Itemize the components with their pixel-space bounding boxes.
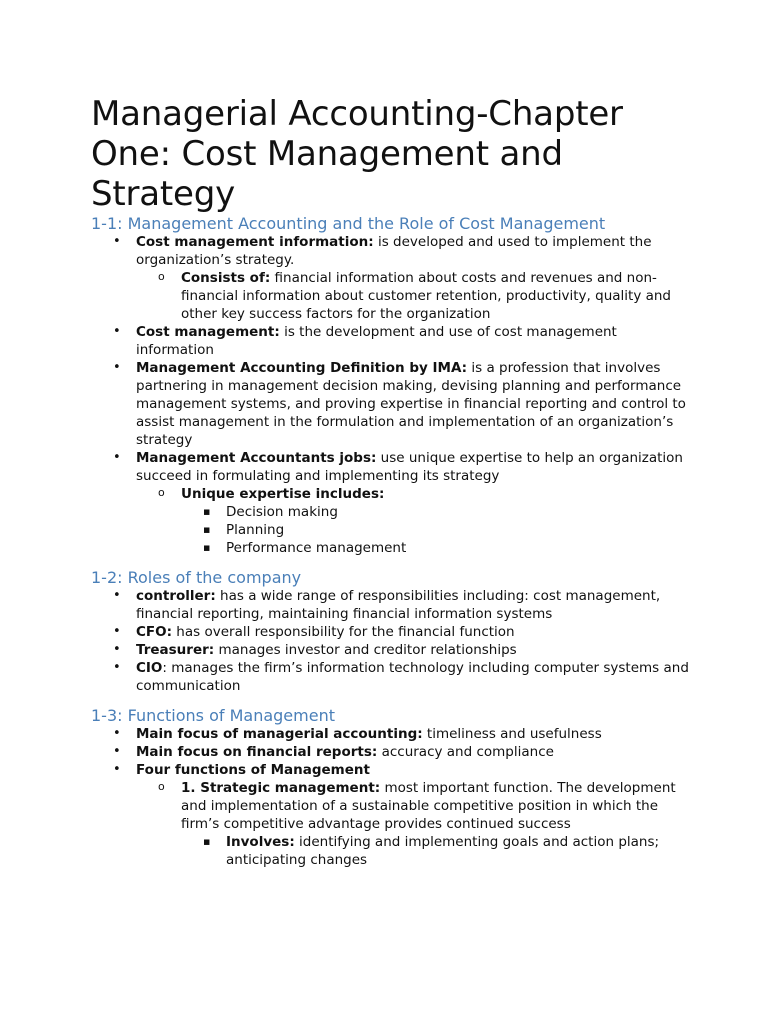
list-item-text: has overall responsibility for the financial function xyxy=(172,624,515,640)
sub-list-item-term: Unique expertise includes: xyxy=(181,486,385,502)
list-item-text: accuracy and compliance xyxy=(377,744,554,760)
list-item-text: : manages the firm’s information technology including computer systems and communication xyxy=(136,660,689,694)
list-item-term: CFO: xyxy=(136,624,173,640)
sub-list-item-text: financial information about costs and revenues and non-financial information about customer retention, productivity, quality and other key success factors for the organization xyxy=(181,270,671,322)
section-1-3-list xyxy=(91,725,691,869)
sub-list xyxy=(136,269,691,323)
sub-sub-list-item xyxy=(181,833,691,869)
list-item-text: is developed and used to implement the organization’s strategy. xyxy=(136,234,652,268)
list-item xyxy=(91,761,691,869)
list-item-term: Cost management: xyxy=(136,324,280,340)
list-item xyxy=(91,449,691,557)
list-item xyxy=(91,323,691,359)
sub-list-item-term: Consists of: xyxy=(181,270,271,286)
section-1-2-list xyxy=(91,587,691,695)
sub-list-item-term: 1. Strategic management: xyxy=(181,780,381,796)
list-item xyxy=(91,359,691,449)
list-item-term: Four functions of Management xyxy=(136,762,370,778)
list-item-term: Main focus on financial reports: xyxy=(136,744,378,760)
list-item-term: Treasurer: xyxy=(136,642,215,658)
sub-list-item-text: most important function. The development and implementation of a sustainable competitive position in which the firm’s competitive advantage provides continued success xyxy=(181,780,676,832)
sub-sub-list xyxy=(181,833,691,869)
sub-sub-list-item-text: identifying and implementing goals and action plans; anticipating changes xyxy=(226,834,660,868)
document-content xyxy=(91,94,691,869)
list-item-term: controller: xyxy=(136,588,216,604)
list-item-text: is a profession that involves partnering in management decision making, devising planning and performance management systems, and proving expertise in financial reporting and control to assist management in the formulation and implementation of an organization’s strategy xyxy=(136,360,686,448)
sub-list-item xyxy=(136,779,691,869)
list-item-text: manages investor and creditor relationships xyxy=(214,642,517,658)
list-item xyxy=(91,641,691,659)
sub-list-item xyxy=(136,485,691,557)
sub-list-item xyxy=(136,269,691,323)
list-item-text: timeliness and usefulness xyxy=(422,726,602,742)
sub-sub-list-item: ▪ Performance management xyxy=(181,539,691,557)
sub-sub-list xyxy=(181,503,691,557)
list-item-text: use unique expertise to help an organization succeed in formulating and implementing its strategy xyxy=(136,450,683,484)
section-heading-1-3: 1-3: Functions of Management xyxy=(91,706,335,725)
list-item xyxy=(91,623,691,641)
section-heading-1-1: 1-1: Management Accounting and the Role of Cost Management xyxy=(91,214,606,233)
sub-sub-list-item: ▪ Decision making xyxy=(181,503,691,521)
section-1-1-list xyxy=(91,233,691,557)
list-item xyxy=(91,725,691,743)
sub-list xyxy=(136,485,691,557)
sub-list xyxy=(136,779,691,869)
sub-sub-list-item: ▪ Planning xyxy=(181,521,691,539)
list-item xyxy=(91,233,691,323)
list-item xyxy=(91,587,691,623)
sub-sub-list-item-term: Involves: xyxy=(226,834,295,850)
section-heading-1-2: 1-2: Roles of the company xyxy=(91,568,302,587)
list-item-term: Main focus of managerial accounting: xyxy=(136,726,423,742)
list-item-term: Management Accountants jobs: xyxy=(136,450,377,466)
page-title: Managerial Accounting-Chapter One: Cost Management and Strategy xyxy=(91,94,623,214)
list-item-term: Cost management information: xyxy=(136,234,374,250)
list-item-text: has a wide range of responsibilities including: cost management, financial reporting, maintaining financial information systems xyxy=(136,588,661,622)
list-item-term: Management Accounting Definition by IMA: xyxy=(136,360,468,376)
list-item xyxy=(91,743,691,761)
list-item-term: CIO xyxy=(136,660,163,676)
list-item xyxy=(91,659,691,695)
list-item-text: is the development and use of cost management information xyxy=(136,324,617,358)
